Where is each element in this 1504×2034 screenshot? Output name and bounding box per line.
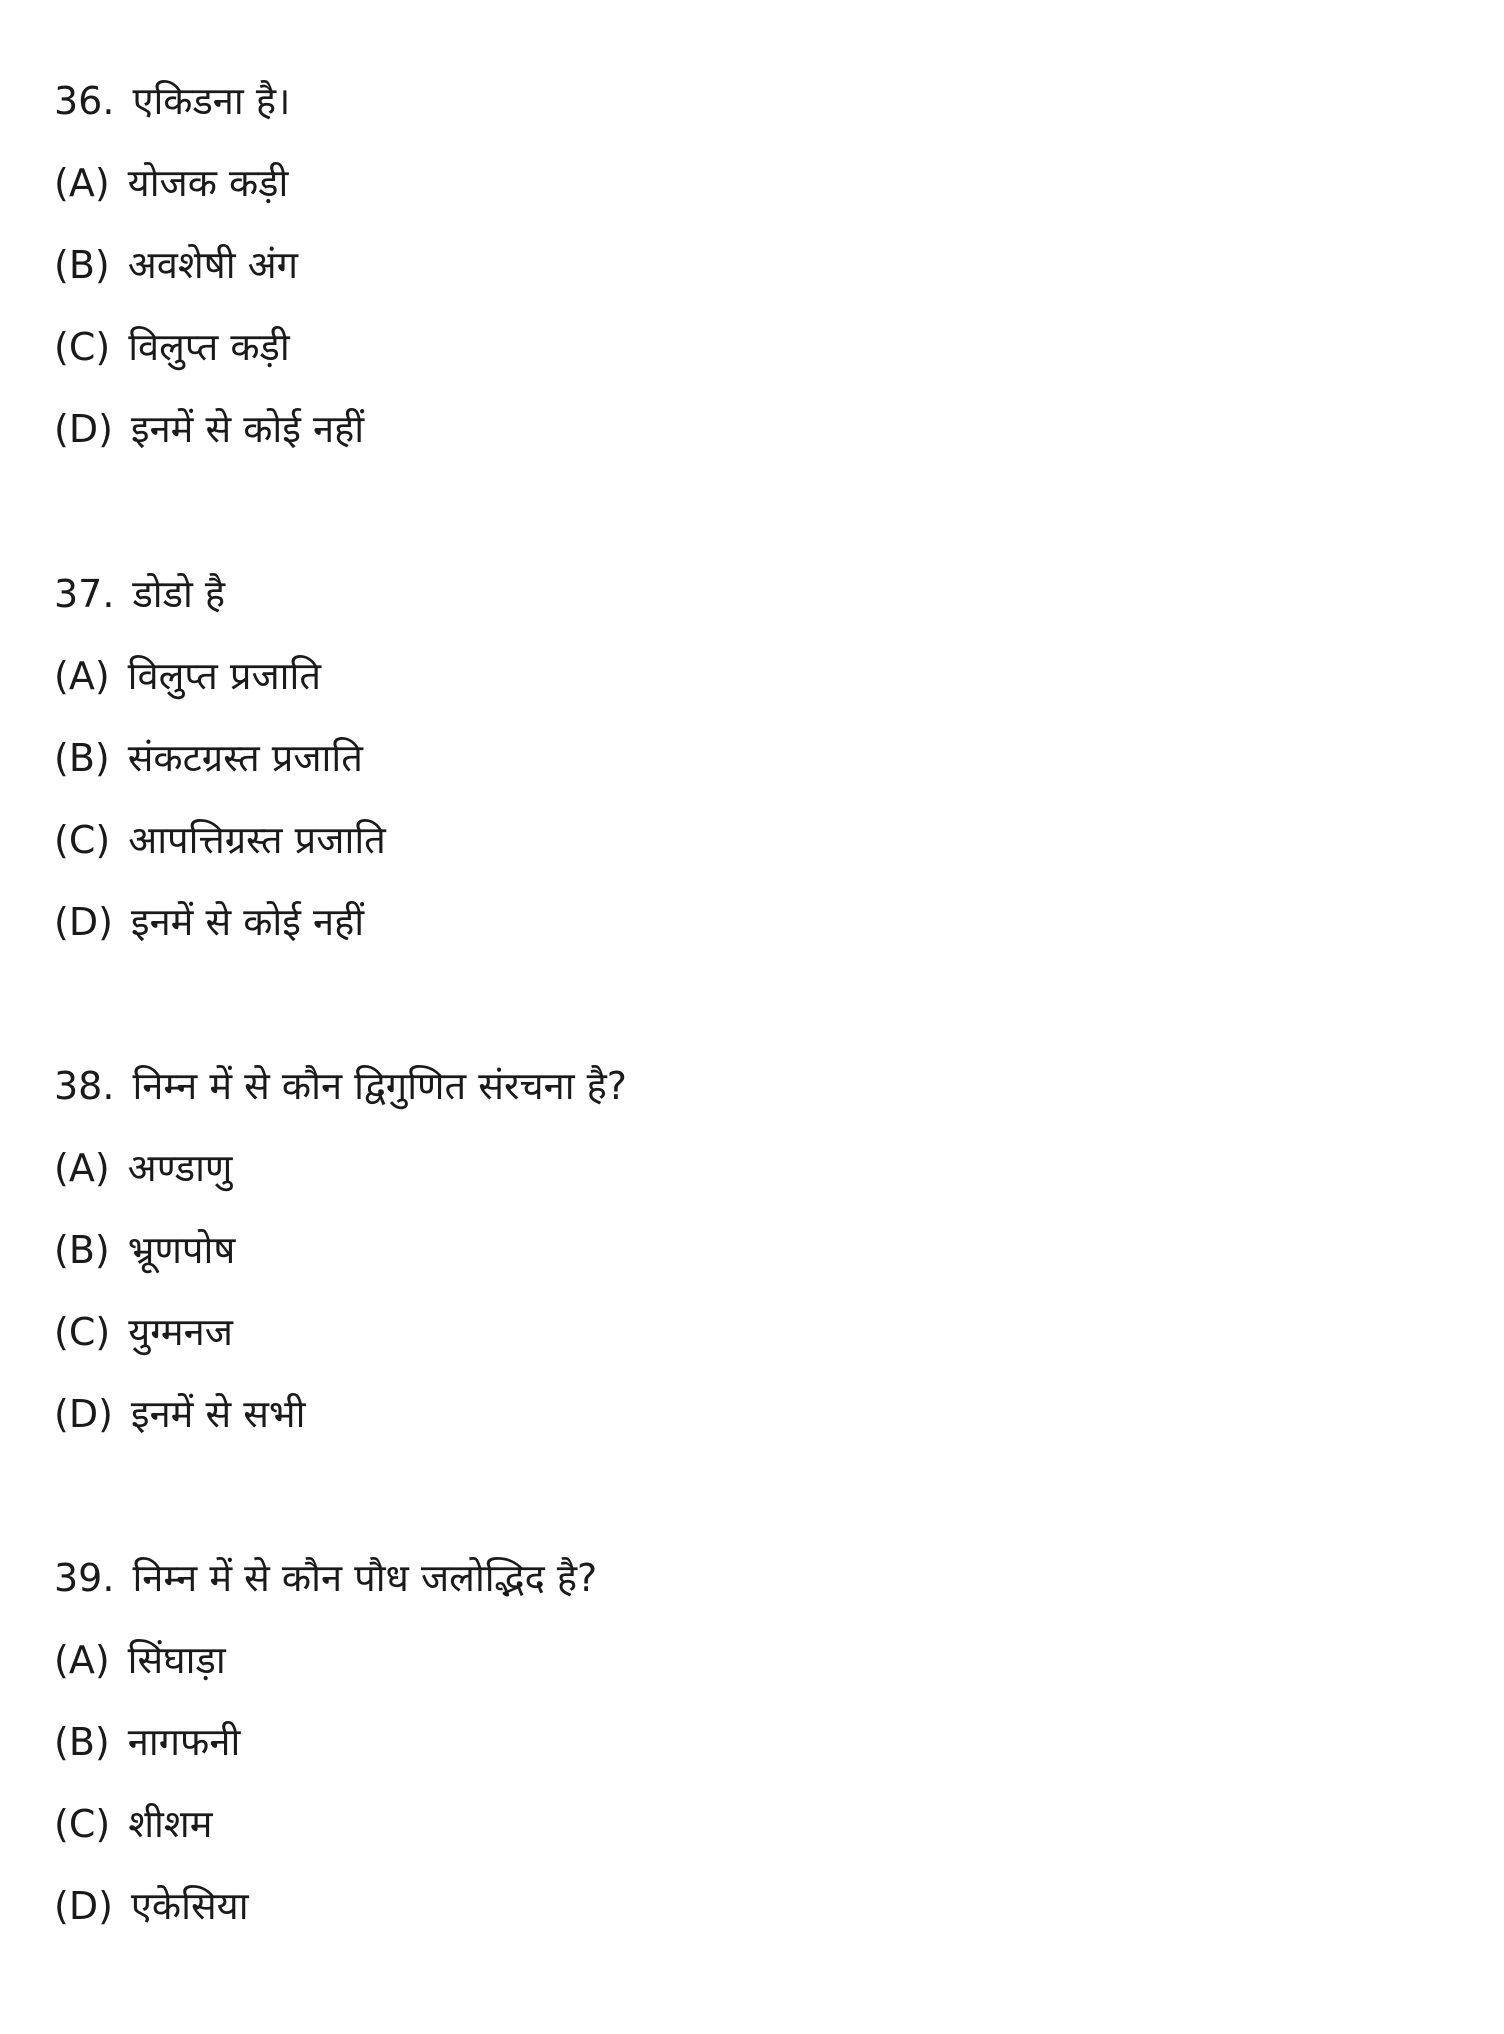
option-text: विलुप्त कड़ी — [128, 325, 290, 369]
question-number: 39. — [54, 1556, 115, 1600]
option-text: युग्मनज — [128, 1310, 233, 1354]
option-label: (A) — [54, 1638, 110, 1682]
question-38 — [54, 1045, 1454, 1455]
option-b — [54, 1701, 1454, 1783]
option-label: (C) — [54, 325, 111, 369]
question-37 — [54, 553, 1454, 963]
option-c — [54, 799, 1454, 881]
option-label: (D) — [54, 407, 113, 451]
option-d — [54, 881, 1454, 963]
option-a — [54, 1127, 1454, 1209]
option-text: इनमें से कोई नहीं — [130, 900, 365, 944]
question-stem — [54, 60, 1454, 142]
question-text: निम्न में से कौन द्विगुणित संरचना है? — [132, 1064, 627, 1108]
option-b — [54, 224, 1454, 306]
option-label: (B) — [54, 736, 110, 780]
question-number: 37. — [54, 572, 115, 616]
option-a — [54, 142, 1454, 224]
option-text: अण्डाणु — [127, 1146, 233, 1190]
option-text: सिंघाड़ा — [127, 1638, 226, 1682]
option-text: अवशेषी अंग — [127, 243, 299, 287]
option-label: (C) — [54, 1802, 111, 1846]
question-39 — [54, 1537, 1454, 1947]
option-label: (D) — [54, 1392, 113, 1436]
question-text: एकिडना है। — [132, 79, 291, 123]
option-label: (B) — [54, 1228, 110, 1272]
option-label: (C) — [54, 1310, 111, 1354]
option-text: इनमें से कोई नहीं — [130, 407, 365, 451]
option-d — [54, 388, 1454, 470]
option-text: विलुप्त प्रजाति — [127, 654, 321, 698]
option-d — [54, 1865, 1454, 1947]
option-label: (B) — [54, 243, 110, 287]
option-a — [54, 635, 1454, 717]
option-label: (B) — [54, 1720, 110, 1764]
option-text: एकेसिया — [130, 1884, 249, 1928]
question-stem — [54, 1045, 1454, 1127]
option-text: नागफनी — [127, 1720, 241, 1764]
option-b — [54, 1209, 1454, 1291]
question-text: निम्न में से कौन पौध जलोद्भिद है? — [132, 1556, 598, 1600]
option-label: (C) — [54, 818, 111, 862]
option-label: (A) — [54, 654, 110, 698]
question-stem — [54, 1537, 1454, 1619]
question-36 — [54, 60, 1454, 470]
option-c — [54, 306, 1454, 388]
option-d — [54, 1373, 1454, 1455]
question-number: 38. — [54, 1064, 115, 1108]
option-c — [54, 1291, 1454, 1373]
question-number: 36. — [54, 79, 115, 123]
option-text: आपत्तिग्रस्त प्रजाति — [128, 818, 386, 862]
option-b — [54, 717, 1454, 799]
option-text: संकटग्रस्त प्रजाति — [127, 736, 363, 780]
option-label: (D) — [54, 1884, 113, 1928]
option-label: (A) — [54, 161, 110, 205]
question-text: डोडो है — [132, 572, 226, 616]
option-text: योजक कड़ी — [127, 161, 289, 205]
option-label: (D) — [54, 900, 113, 944]
option-a — [54, 1619, 1454, 1701]
option-text: शीशम — [128, 1802, 213, 1846]
option-text: इनमें से सभी — [130, 1392, 306, 1436]
option-label: (A) — [54, 1146, 110, 1190]
question-stem — [54, 553, 1454, 635]
option-text: भ्रूणपोष — [127, 1228, 236, 1272]
option-c — [54, 1783, 1454, 1865]
